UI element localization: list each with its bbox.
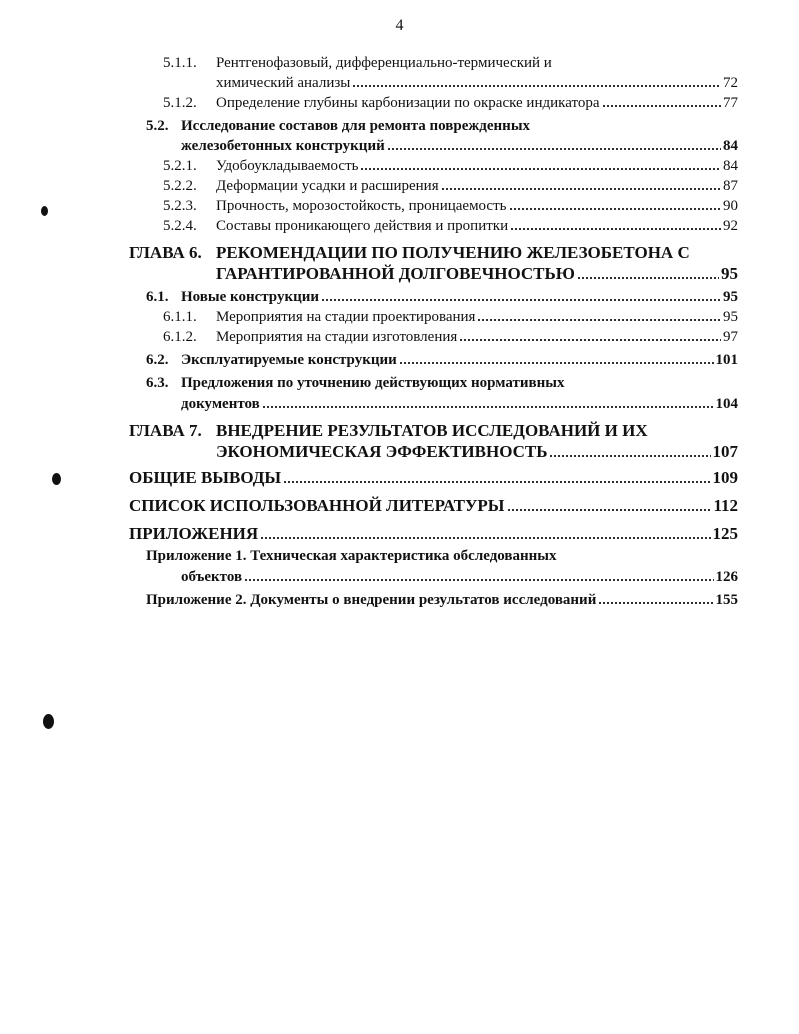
toc-number: 5.1.2. — [163, 95, 197, 111]
toc-page: 87 — [723, 178, 738, 194]
toc-entry-5-2-line1 — [146, 118, 530, 135]
leader-dots — [459, 339, 721, 341]
toc-page: 109 — [712, 468, 738, 487]
toc-chapter-6-line1 — [129, 243, 690, 263]
toc-page: 104 — [715, 396, 738, 412]
leader-dots — [598, 602, 713, 604]
leader-dots — [549, 455, 710, 457]
toc-title: Приложение 2. Документы о внедрении результатов исследований — [146, 592, 597, 608]
toc-title: Приложение 1. Техническая характеристика обследованных — [146, 548, 557, 564]
toc-entry-5-2-2 — [163, 178, 738, 195]
leader-dots — [283, 481, 710, 483]
leader-dots — [509, 208, 722, 210]
leader-dots — [399, 362, 714, 364]
toc-page: 112 — [713, 496, 738, 515]
toc-number: 5.2.1. — [163, 158, 197, 174]
toc-title: Предложения по уточнению действующих нормативных — [181, 375, 565, 391]
toc-page: 107 — [712, 442, 738, 461]
toc-number: 5.2.2. — [163, 178, 197, 194]
leader-dots — [510, 228, 721, 230]
toc-page: 72 — [723, 75, 738, 91]
toc-page: 84 — [723, 158, 738, 174]
toc-title: Мероприятия на стадии изготовления — [216, 329, 458, 345]
toc-entry-5-1-1-line2 — [216, 75, 738, 92]
toc-title: ГАРАНТИРОВАННОЙ ДОЛГОВЕЧНОСТЬЮ — [216, 264, 575, 283]
toc-title: ВНЕДРЕНИЕ РЕЗУЛЬТАТОВ ИССЛЕДОВАНИЙ И ИХ — [216, 421, 648, 440]
scan-mark — [41, 206, 48, 216]
toc-chapter-7-line1 — [129, 421, 648, 441]
toc-entry-5-2-1 — [163, 158, 738, 175]
toc-entry-5-1-2 — [163, 95, 738, 112]
toc-number: 6.1.1. — [163, 309, 197, 325]
toc-chapter-7-line2 — [216, 442, 738, 462]
toc-title: ЭКОНОМИЧЕСКАЯ ЭФФЕКТИВНОСТЬ — [216, 442, 548, 461]
toc-entry-5-2-3 — [163, 198, 738, 215]
toc-entry-6-1-2 — [163, 329, 738, 346]
scan-mark — [43, 714, 54, 729]
toc-entry-6-1-1 — [163, 309, 738, 326]
toc-entry-6-3-line2 — [181, 396, 738, 413]
toc-title: Деформации усадки и расширения — [216, 178, 439, 194]
toc-page: 90 — [723, 198, 738, 214]
toc-title: Рентгенофазовый, дифференциально-термический и — [216, 55, 552, 71]
toc-number: 5.2.3. — [163, 198, 197, 214]
toc-title: Исследование составов для ремонта поврежденных — [181, 118, 531, 134]
toc-page: 92 — [723, 218, 738, 234]
toc-page: 155 — [715, 592, 738, 608]
toc-page: 126 — [715, 569, 738, 585]
toc-title: химический анализы — [216, 75, 351, 91]
toc-number: 5.2. — [146, 118, 169, 134]
toc-entry-6-1 — [146, 289, 738, 306]
toc-title: Прочность, морозостойкость, проницаемость — [216, 198, 507, 214]
toc-number: ГЛАВА 7. — [129, 421, 202, 440]
toc-page: 101 — [715, 352, 738, 368]
toc-general-conclusions — [129, 468, 738, 488]
leader-dots — [577, 277, 719, 279]
leader-dots — [441, 188, 721, 190]
toc-title: Эксплуатируемые конструкции — [181, 352, 397, 368]
toc-number: ГЛАВА 6. — [129, 243, 202, 262]
toc-page: 97 — [723, 329, 738, 345]
toc-number: 5.2.4. — [163, 218, 197, 234]
toc-title: документов — [181, 396, 260, 412]
toc-title: Определение глубины карбонизации по окраске индикатора — [216, 95, 600, 111]
toc-appendix-2 — [146, 592, 738, 609]
toc-entry-6-2 — [146, 352, 738, 369]
leader-dots — [507, 509, 712, 511]
toc-chapter-6-line2 — [216, 264, 738, 284]
toc-page: 77 — [723, 95, 738, 111]
leader-dots — [602, 105, 722, 107]
toc-page: 125 — [712, 524, 738, 543]
toc-title: железобетонных конструкций — [181, 138, 385, 154]
leader-dots — [360, 168, 721, 170]
toc-title: Составы проникающего действия и пропитки — [216, 218, 509, 234]
leader-dots — [244, 579, 713, 581]
leader-dots — [477, 319, 721, 321]
toc-page: 95 — [721, 264, 738, 283]
leader-dots — [387, 148, 721, 150]
toc-appendix-1-line2 — [181, 569, 738, 586]
toc-entry-5-1-1-line1 — [163, 55, 552, 72]
leader-dots — [260, 537, 710, 539]
toc-title: объектов — [181, 569, 243, 585]
toc-title: Удобоукладываемость — [216, 158, 359, 174]
toc-number: 6.2. — [146, 352, 169, 368]
scan-mark — [52, 473, 61, 485]
toc-title: Новые конструкции — [181, 289, 320, 305]
toc-references — [129, 496, 738, 516]
leader-dots — [321, 299, 721, 301]
toc-title: ПРИЛОЖЕНИЯ — [129, 524, 259, 543]
toc-title: РЕКОМЕНДАЦИИ ПО ПОЛУЧЕНИЮ ЖЕЛЕЗОБЕТОНА С — [216, 243, 690, 262]
toc-number: 6.1. — [146, 289, 169, 305]
toc-title: СПИСОК ИСПОЛЬЗОВАННОЙ ЛИТЕРАТУРЫ — [129, 496, 505, 515]
toc-title: ОБЩИЕ ВЫВОДЫ — [129, 468, 282, 487]
toc-page: 95 — [723, 309, 738, 325]
toc-entry-5-2-line2 — [181, 138, 738, 155]
toc-entry-6-3-line1 — [146, 375, 565, 392]
toc-number: 6.3. — [146, 375, 169, 391]
leader-dots — [352, 85, 721, 87]
toc-page: 95 — [723, 289, 738, 305]
leader-dots — [262, 406, 714, 408]
page-number: 4 — [395, 17, 404, 34]
toc-title: Мероприятия на стадии проектирования — [216, 309, 476, 325]
toc-page: 84 — [723, 138, 738, 154]
toc-number: 6.1.2. — [163, 329, 197, 345]
toc-appendix-1-line1 — [146, 548, 557, 565]
toc-appendices — [129, 524, 738, 544]
toc-number: 5.1.1. — [163, 55, 197, 71]
toc-entry-5-2-4 — [163, 218, 738, 235]
